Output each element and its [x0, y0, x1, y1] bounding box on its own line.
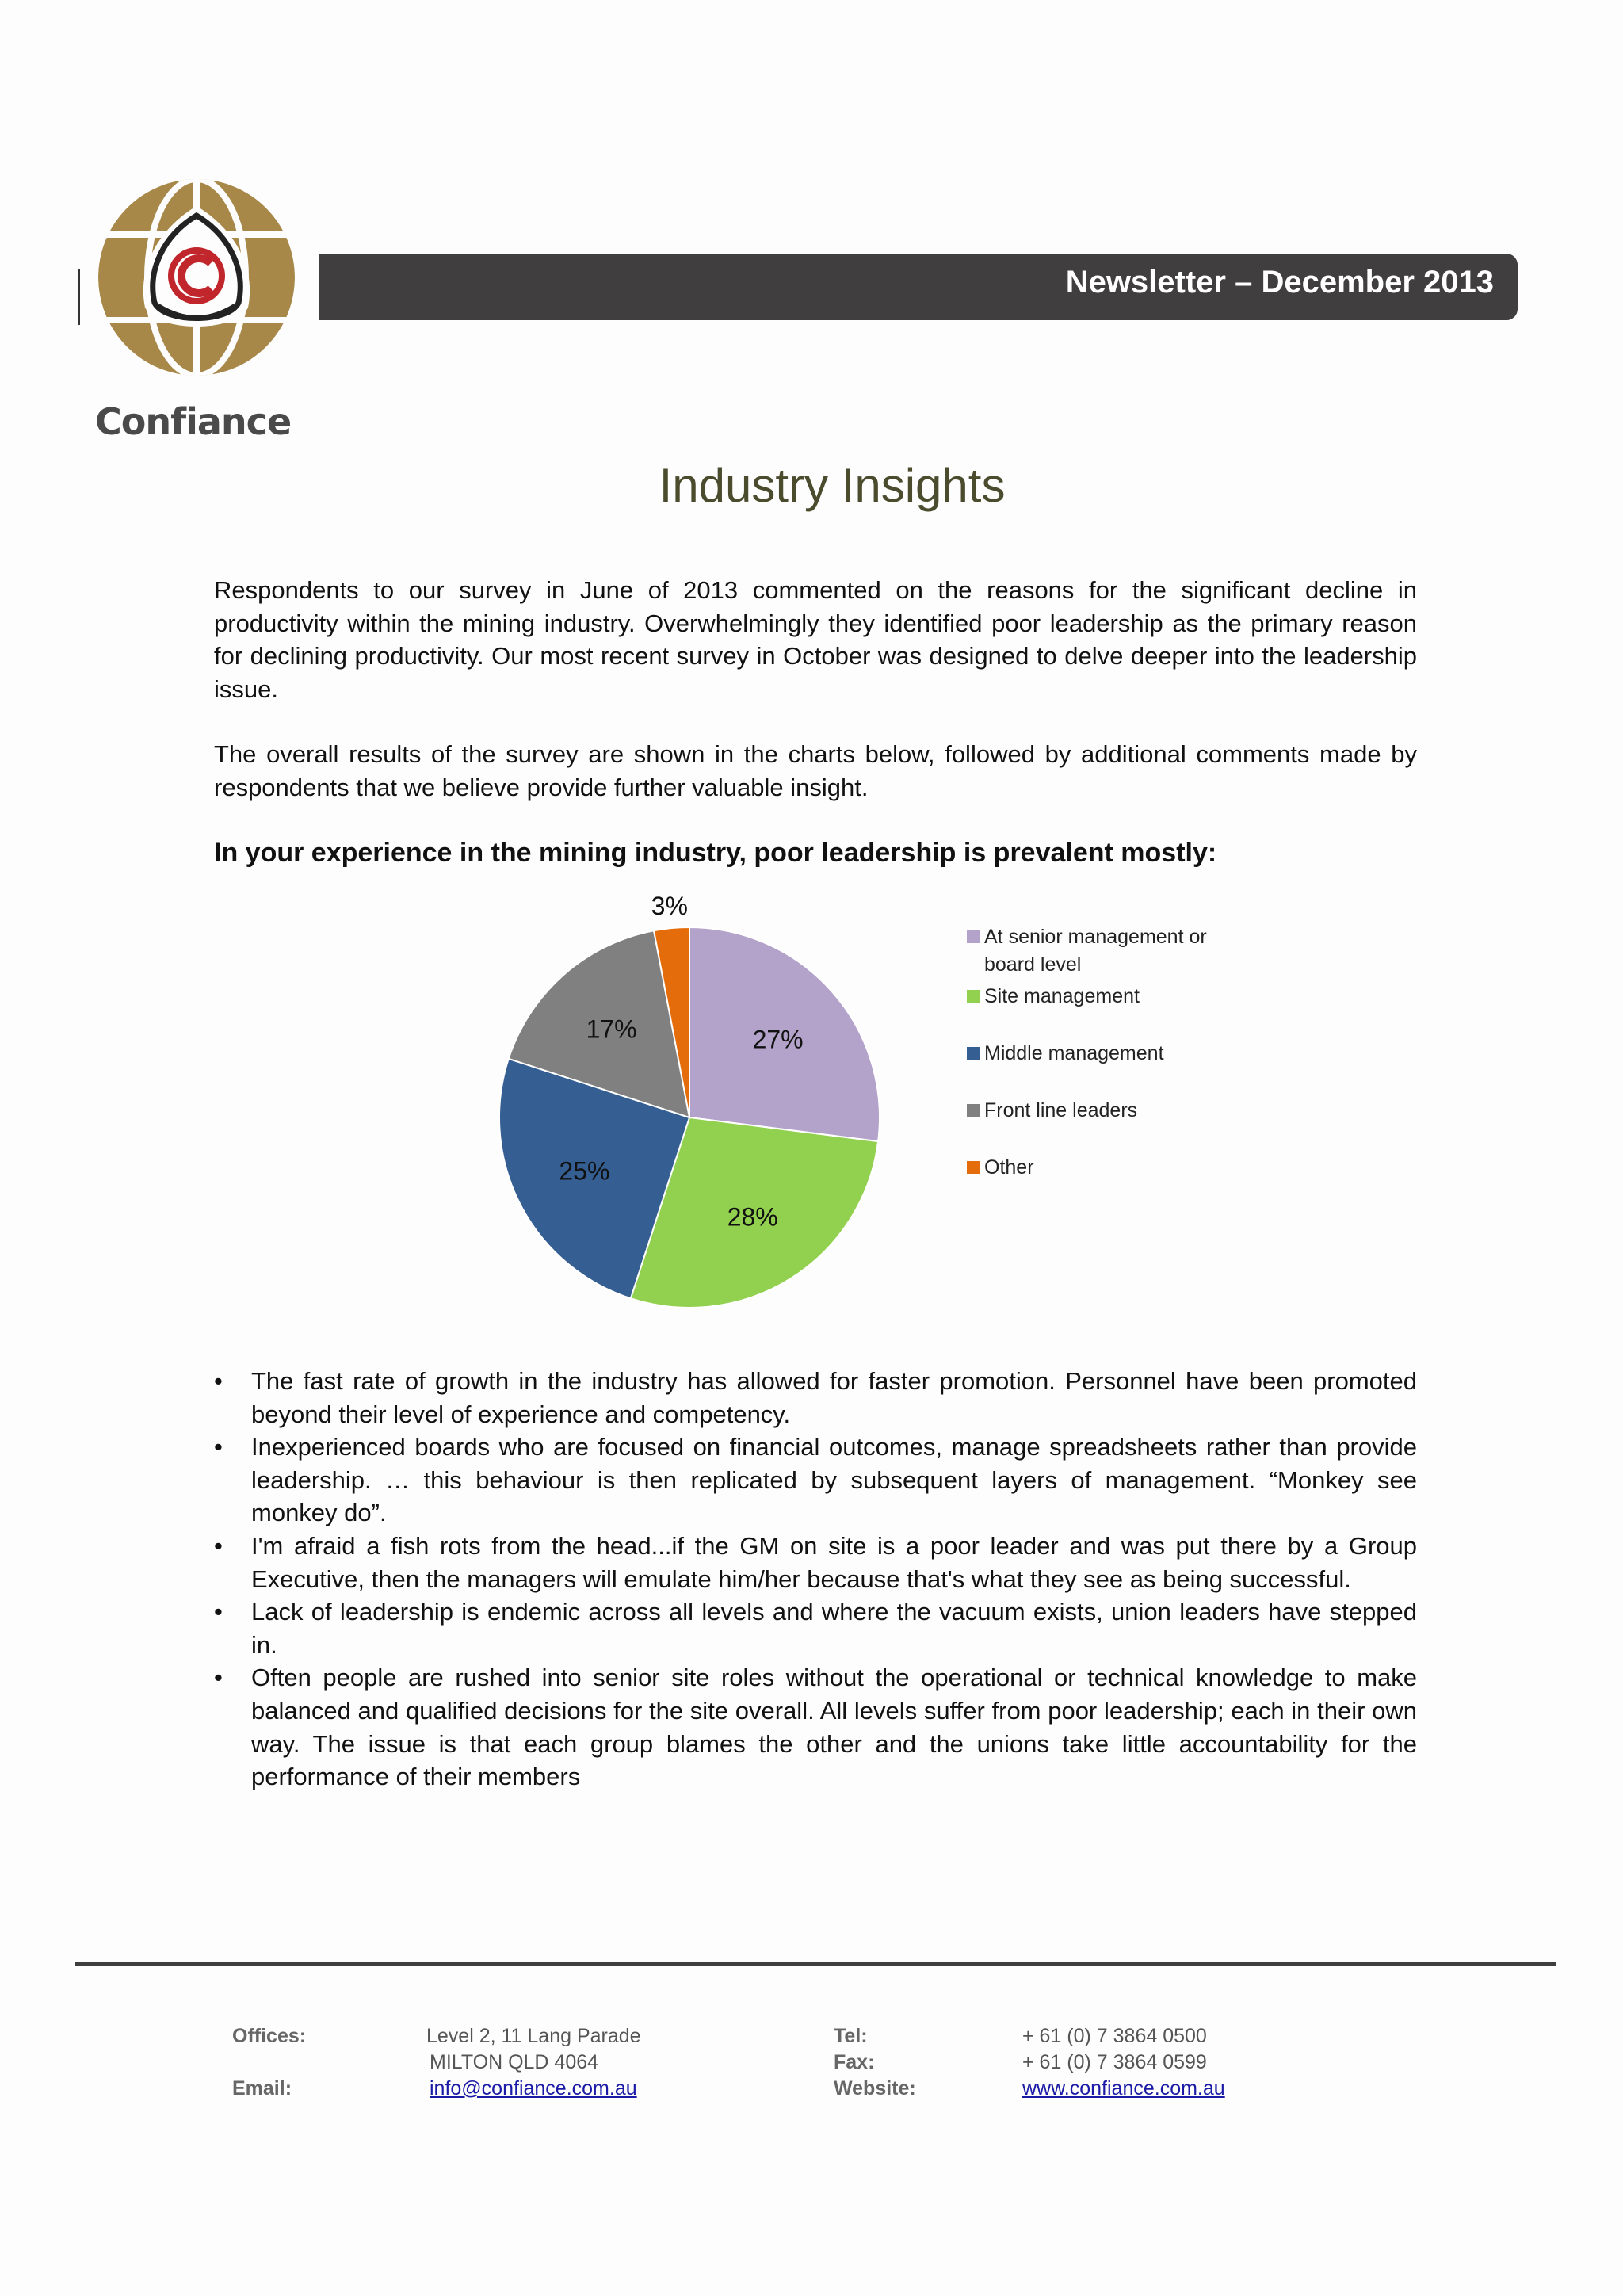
list-item: [214, 1365, 1417, 1431]
pie-data-label: 17%: [586, 1014, 637, 1044]
address-line-2: MILTON QLD 4064: [430, 2051, 599, 2073]
footer: [0, 2025, 1623, 2120]
comment-text: Often people are rushed into senior site roles without the operational or technical knowledge to make balanced and qualified decisions for the site overall. All levels suffer from poor leadership; each in their own way. The issue is that each group blames the other and the unions take little accountability for the performance of their members: [251, 1664, 1417, 1791]
legend-label: Other: [984, 1156, 1034, 1179]
legend-label: Front line leaders: [984, 1099, 1138, 1121]
bullet-icon: •: [214, 1531, 223, 1560]
footer-divider: [75, 1962, 1556, 1966]
comment-text: Lack of leadership is endemic across all levels and where the vacuum exists, union leaders have stepped in.: [251, 1598, 1417, 1659]
tel-label: Tel:: [834, 2025, 868, 2047]
bullet-icon: •: [214, 1664, 223, 1692]
website-label: Website:: [834, 2077, 916, 2099]
bullet-icon: •: [214, 1367, 223, 1395]
list-item: [214, 1530, 1417, 1595]
website-link[interactable]: www.confiance.com.au: [1022, 2077, 1225, 2099]
offices-label: Offices:: [232, 2025, 307, 2047]
globe-emblem-icon: [78, 174, 315, 404]
intro-paragraph-1: Respondents to our survey in June of 2013 commented on the reasons for the significant decline in productivity within the mining industry. Overwhelmingly they identified poor leadership as the primary reason for declining productivity. Our most recent survey in October was designed to delve deeper into the leadership issue.: [214, 576, 1417, 703]
pie-data-label: 3%: [651, 892, 688, 921]
legend-label: Middle management: [984, 1042, 1164, 1064]
list-item: [214, 1431, 1417, 1530]
comment-text: Inexperienced boards who are focused on financial outcomes, manage spreadsheets rather than provide leadership. … this behaviour is then replicated by subsequent layers of management. “Monkey see monkey do”.: [251, 1433, 1417, 1527]
bullet-icon: •: [214, 1598, 223, 1626]
comment-text: I'm afraid a fish rots from the head...if the GM on site is a poor leader and was put there by a Group Executive, then the managers will emulate him/her because that's what they see as being successful.: [251, 1531, 1417, 1593]
logo-wordmark: Confiance: [95, 400, 292, 443]
leadership-pie-chart: [444, 872, 1316, 1316]
comments-list: [214, 1365, 1417, 1794]
fax-label: Fax:: [834, 2051, 875, 2073]
fax-value: + 61 (0) 7 3864 0599: [1022, 2051, 1207, 2073]
comment-text: The fast rate of growth in the industry has allowed for faster promotion. Personnel have been promoted beyond their level of experience and competency.: [251, 1367, 1417, 1428]
legend-swatch: [967, 1104, 980, 1117]
legend-label: At senior management or board level: [984, 926, 1207, 976]
pie-data-label: 27%: [752, 1025, 804, 1054]
pie-data-label: 25%: [559, 1156, 610, 1186]
email-label: Email:: [232, 2077, 292, 2099]
company-logo: [78, 174, 315, 444]
tel-value: + 61 (0) 7 3864 0500: [1022, 2025, 1207, 2047]
page-title: Industry Insights: [659, 459, 1006, 512]
pie-data-label: 28%: [727, 1202, 778, 1232]
legend-swatch: [967, 1047, 980, 1060]
newsletter-banner: [319, 254, 1518, 320]
address-line-1: Level 2, 11 Lang Parade: [426, 2025, 641, 2047]
list-item: [214, 1595, 1417, 1661]
legend-swatch: [967, 990, 980, 1003]
newsletter-date: Newsletter – December 2013: [1065, 265, 1494, 300]
legend-swatch: [967, 930, 980, 943]
list-item: [214, 1661, 1417, 1793]
intro-paragraph-2: The overall results of the survey are shown in the charts below, followed by additional comments made by respondents that we believe provide further valuable insight.: [214, 740, 1417, 801]
legend-label: Site management: [984, 985, 1140, 1007]
bullet-icon: •: [214, 1433, 223, 1461]
legend-swatch: [967, 1161, 980, 1174]
email-link[interactable]: info@confiance.com.au: [430, 2077, 637, 2099]
survey-question: In your experience in the mining industry, poor leadership is prevalent mostly:: [214, 838, 1217, 868]
